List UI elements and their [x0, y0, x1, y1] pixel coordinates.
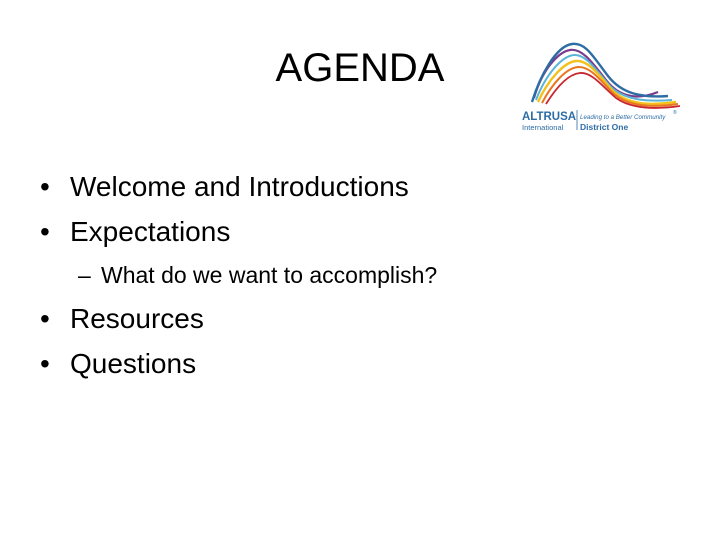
- dash-glyph: –: [78, 262, 91, 288]
- logo-district: District One: [580, 122, 629, 132]
- agenda-item: [40, 347, 196, 381]
- bullet-glyph: •: [40, 303, 50, 334]
- slide-title: AGENDA: [275, 46, 445, 90]
- bullet-glyph: •: [40, 216, 50, 247]
- bullet-glyph: •: [40, 171, 50, 202]
- agenda-subitem: [78, 261, 437, 289]
- agenda-item-text: Questions: [70, 348, 197, 379]
- logo-subname: International: [522, 123, 564, 132]
- agenda-item: [40, 170, 409, 204]
- bullet-glyph: •: [40, 348, 50, 379]
- logo-name: ALTRUSA: [522, 111, 577, 123]
- agenda-subitem-text: What do we want to accomplish?: [101, 262, 438, 288]
- agenda-item-text: Resources: [70, 303, 204, 334]
- agenda-item: [40, 215, 230, 249]
- agenda-item-text: Expectations: [70, 216, 231, 247]
- logo-registered-mark: ®: [673, 110, 677, 116]
- logo-tagline: Leading to a Better Community: [580, 114, 666, 121]
- agenda-item: [40, 302, 204, 336]
- agenda-item-text: Welcome and Introductions: [70, 171, 409, 202]
